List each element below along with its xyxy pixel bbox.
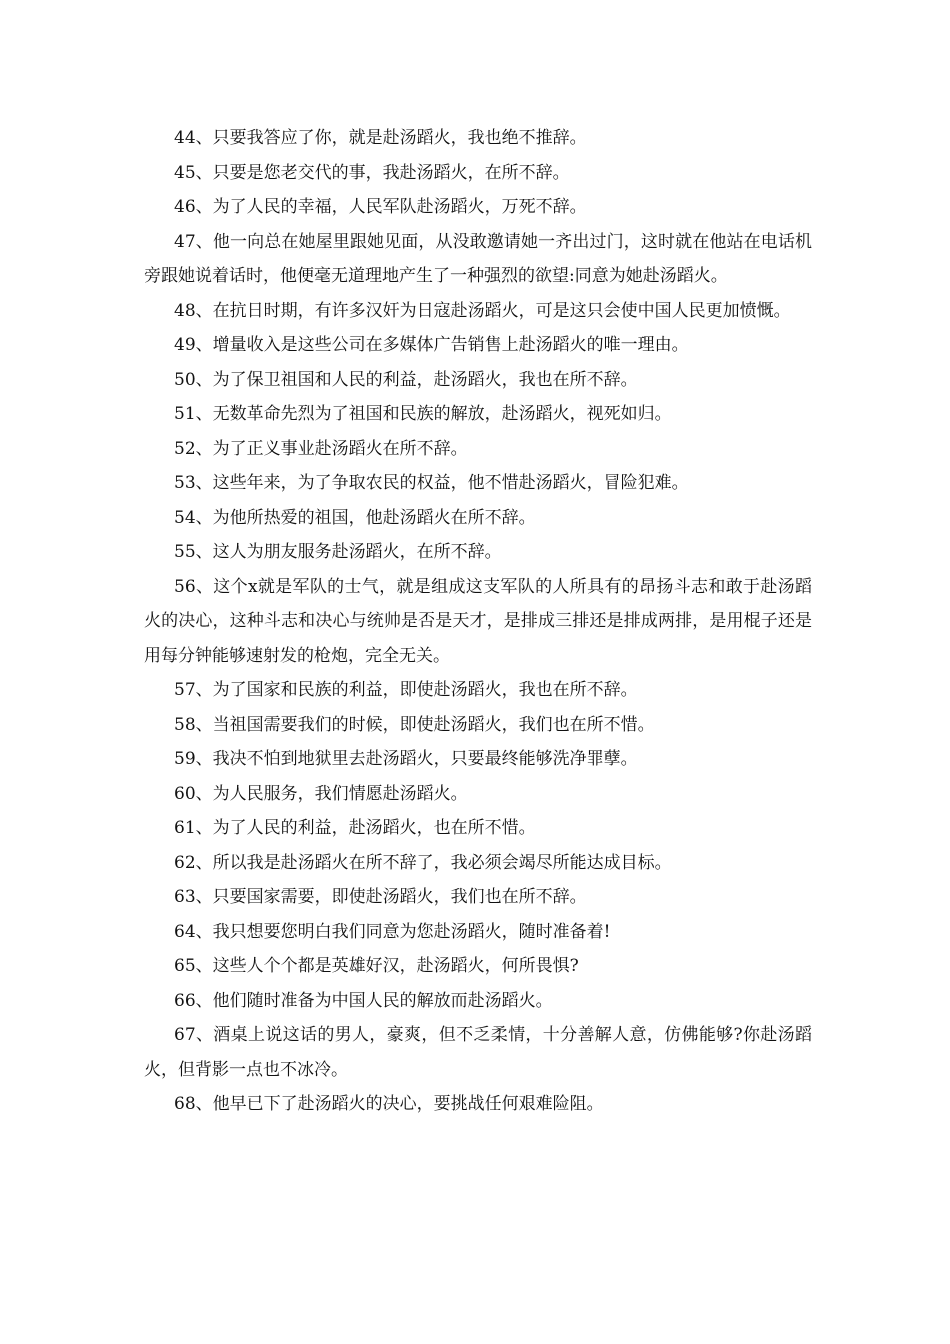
paragraph-51: 51、无数革命先烈为了祖国和民族的解放，赴汤蹈火，视死如归。 xyxy=(174,404,672,424)
paragraph-47: 47、他一向总在她屋里跟她见面，从没敢邀请她一齐出过门，这时就在他站在电话机旁跟她说着话时，他便毫无道理地产生了一种强烈的欲望:同意为她赴汤蹈火。 xyxy=(144,231,812,286)
paragraph-65: 65、这些人个个都是英雄好汉，赴汤蹈火，何所畏惧? xyxy=(174,956,579,976)
paragraph-60: 60、为人民服务，我们情愿赴汤蹈火。 xyxy=(174,783,468,804)
paragraph-48: 48、在抗日时期，有许多汉奸为日寇赴汤蹈火，可是这只会使中国人民更加愤慨。 xyxy=(174,300,791,321)
paragraph-62: 62、所以我是赴汤蹈火在所不辞了，我必须会竭尽所能达成目标。 xyxy=(174,852,672,873)
paragraph-53: 53、这些年来，为了争取农民的权益，他不惜赴汤蹈火，冒险犯难。 xyxy=(174,473,689,493)
paragraph-59: 59、我决不怕到地狱里去赴汤蹈火，只要最终能够洗净罪孽。 xyxy=(174,749,638,769)
paragraph-61: 61、为了人民的利益，赴汤蹈火，也在所不惜。 xyxy=(174,818,536,838)
paragraph-44: 44、只要我答应了你，就是赴汤蹈火，我也绝不推辞。 xyxy=(174,128,587,148)
paragraph-54: 54、为他所热爱的祖国，他赴汤蹈火在所不辞。 xyxy=(174,507,536,528)
paragraph-67: 67、酒桌上说这话的男人，豪爽，但不乏柔情，十分善解人意，仿佛能够?你赴汤蹈火，但背影一点也不冰冷。 xyxy=(144,1025,812,1080)
paragraph-49: 49、增量收入是这些公司在多媒体广告销售上赴汤蹈火的唯一理由。 xyxy=(174,335,689,355)
paragraph-50: 50、为了保卫祖国和人民的利益，赴汤蹈火，我也在所不辞。 xyxy=(174,369,638,390)
paragraph-56: 56、这个x就是军队的士气，就是组成这支军队的人所具有的昂扬斗志和敢于赴汤蹈火的决心，这种斗志和决心与统帅是否是天才，是排成三排还是排成两排，是用棍子还是用每分钟能够速射发的枪炮，完全无关。 xyxy=(144,576,812,666)
paragraph-46: 46、为了人民的幸福，人民军队赴汤蹈火，万死不辞。 xyxy=(174,197,587,217)
document-body xyxy=(144,121,812,1122)
paragraph-57: 57、为了国家和民族的利益，即使赴汤蹈火，我也在所不辞。 xyxy=(174,680,638,700)
paragraph-55: 55、这人为朋友服务赴汤蹈火，在所不辞。 xyxy=(174,542,502,562)
paragraph-64: 64、我只想要您明白我们同意为您赴汤蹈火，随时准备着! xyxy=(174,921,611,942)
paragraph-52: 52、为了正义事业赴汤蹈火在所不辞。 xyxy=(174,438,468,459)
paragraph-66: 66、他们随时准备为中国人民的解放而赴汤蹈火。 xyxy=(174,990,553,1011)
paragraph-63: 63、只要国家需要，即使赴汤蹈火，我们也在所不辞。 xyxy=(174,887,587,907)
paragraph-68: 68、他早已下了赴汤蹈火的决心，要挑战任何艰难险阻。 xyxy=(174,1094,604,1114)
paragraph-45: 45、只要是您老交代的事，我赴汤蹈火，在所不辞。 xyxy=(174,162,570,183)
paragraph-58: 58、当祖国需要我们的时候，即使赴汤蹈火，我们也在所不惜。 xyxy=(174,714,655,735)
